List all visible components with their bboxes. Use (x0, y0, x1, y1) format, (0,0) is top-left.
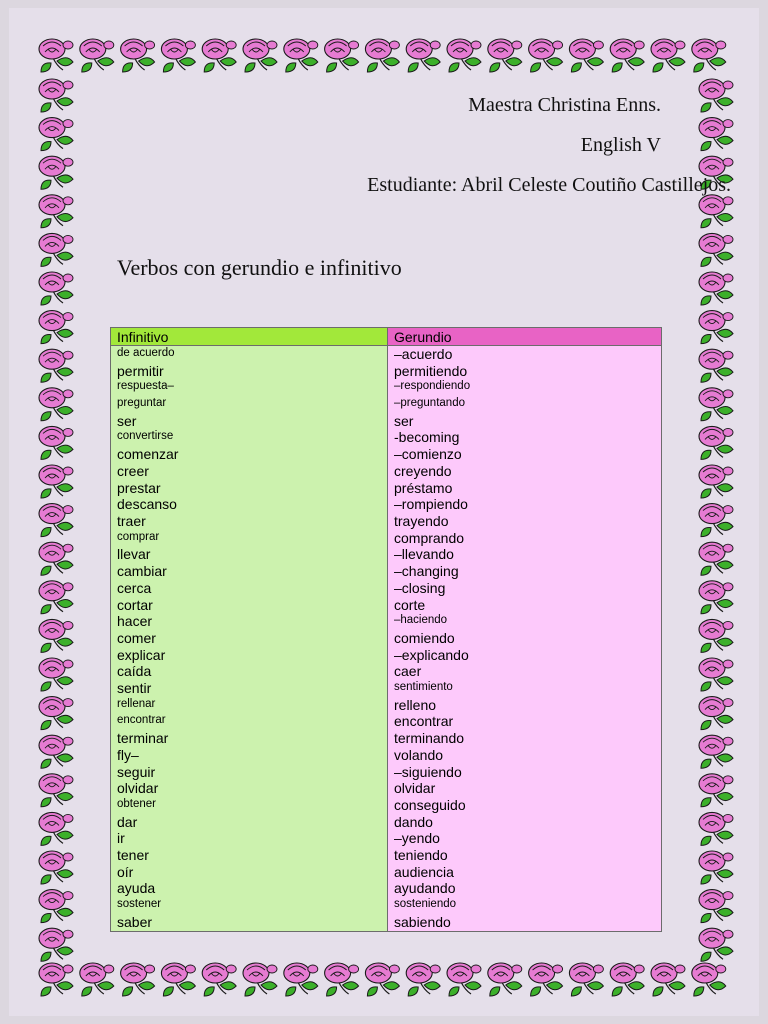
table-row (111, 413, 662, 430)
gerund-cell: comiendo (388, 630, 662, 647)
rose-icon (39, 426, 73, 459)
gerund-cell: conseguido (388, 797, 662, 814)
table-row (111, 814, 662, 831)
table-body (111, 346, 662, 932)
rose-icon (699, 581, 733, 614)
rose-icon (610, 963, 644, 996)
rose-icon (699, 735, 733, 768)
table-row (111, 513, 662, 530)
rose-icon (699, 465, 733, 498)
rose-icon (39, 39, 73, 72)
gerund-cell: sentimiento (388, 680, 662, 697)
infinitive-cell: descanso (111, 496, 388, 513)
rose-icon (39, 890, 73, 923)
gerund-cell: caer (388, 663, 662, 680)
gerund-cell: –acuerdo (388, 346, 662, 363)
rose-icon (692, 39, 726, 72)
infinitive-cell: comprar (111, 530, 388, 547)
infinitive-cell: obtener (111, 797, 388, 814)
rose-icon (610, 39, 644, 72)
rose-icon (699, 233, 733, 266)
infinitive-cell: caída (111, 663, 388, 680)
gerund-cell: –rompiendo (388, 496, 662, 513)
rose-icon (699, 388, 733, 421)
table-row (111, 914, 662, 931)
rose-icon (699, 426, 733, 459)
gerund-cell: sabiendo (388, 914, 662, 931)
gerund-cell: audiencia (388, 864, 662, 881)
rose-icon (699, 349, 733, 382)
infinitive-cell: cortar (111, 597, 388, 614)
gerund-cell: comprando (388, 530, 662, 547)
table-row (111, 496, 662, 513)
table-row (111, 346, 662, 363)
infinitive-cell: prestar (111, 480, 388, 497)
gerund-cell: préstamo (388, 480, 662, 497)
table-row (111, 546, 662, 563)
document-title: Verbos con gerundio e infinitivo (117, 255, 402, 280)
gerund-cell: ayudando (388, 880, 662, 897)
rose-icon (488, 963, 522, 996)
table-row (111, 697, 662, 714)
verbs-table (110, 327, 662, 932)
infinitive-column-header: Infinitivo (111, 328, 388, 346)
rose-icon (39, 195, 73, 228)
gerund-cell: olvidar (388, 780, 662, 797)
rose-icon (284, 963, 318, 996)
rose-icon (39, 272, 73, 305)
table-row (111, 897, 662, 914)
rose-icon (39, 735, 73, 768)
rose-icon (406, 39, 440, 72)
rose-icon (699, 619, 733, 652)
rose-icon (121, 963, 155, 996)
infinitive-cell: explicar (111, 647, 388, 664)
table-row (111, 480, 662, 497)
rose-icon (529, 963, 563, 996)
table-row (111, 880, 662, 897)
rose-icon (39, 963, 73, 996)
infinitive-cell: respuesta– (111, 379, 388, 396)
rose-icon (699, 928, 733, 961)
course-name: English V (580, 134, 661, 156)
gerund-cell: –siguiendo (388, 764, 662, 781)
gerund-cell: –yendo (388, 830, 662, 847)
rose-icon (699, 118, 733, 151)
table-row (111, 797, 662, 814)
table-row (111, 730, 662, 747)
rose-icon (699, 79, 733, 112)
table-row (111, 580, 662, 597)
table-row (111, 530, 662, 547)
infinitive-cell: preguntar (111, 396, 388, 413)
rose-icon (80, 39, 114, 72)
infinitive-cell: oír (111, 864, 388, 881)
infinitive-cell: rellenar (111, 697, 388, 714)
gerund-cell: sosteniendo (388, 897, 662, 914)
gerund-cell: teniendo (388, 847, 662, 864)
infinitive-cell: fly– (111, 747, 388, 764)
infinitive-cell: ayuda (111, 880, 388, 897)
infinitive-cell: traer (111, 513, 388, 530)
rose-icon (365, 963, 399, 996)
rose-icon (39, 697, 73, 730)
gerund-cell: creyendo (388, 463, 662, 480)
gerund-cell: –explicando (388, 647, 662, 664)
rose-icon (39, 851, 73, 884)
student-name: Estudiante: Abril Celeste Coutiño Castillejos. (367, 174, 731, 196)
rose-icon (39, 812, 73, 845)
gerund-cell: –comienzo (388, 446, 662, 463)
rose-icon (121, 39, 155, 72)
gerund-cell: –changing (388, 563, 662, 580)
infinitive-cell: ser (111, 413, 388, 430)
infinitive-cell: sentir (111, 680, 388, 697)
rose-icon (569, 39, 603, 72)
rose-icon (39, 504, 73, 537)
rose-icon (699, 774, 733, 807)
document-page (9, 8, 759, 1016)
table-row (111, 647, 662, 664)
table-row (111, 630, 662, 647)
rose-icon (699, 542, 733, 575)
table-row (111, 613, 662, 630)
infinitive-cell: cerca (111, 580, 388, 597)
gerund-cell: –llevando (388, 546, 662, 563)
infinitive-cell: creer (111, 463, 388, 480)
infinitive-cell: dar (111, 814, 388, 831)
rose-icon (699, 697, 733, 730)
infinitive-cell: comer (111, 630, 388, 647)
gerund-cell: dando (388, 814, 662, 831)
infinitive-cell: terminar (111, 730, 388, 747)
table-row (111, 680, 662, 697)
teacher-name: Maestra Christina Enns. (468, 94, 661, 116)
rose-icon (406, 963, 440, 996)
rose-icon (699, 311, 733, 344)
document-header (367, 94, 731, 214)
rose-icon (39, 349, 73, 382)
infinitive-cell: hacer (111, 613, 388, 630)
rose-icon (365, 39, 399, 72)
gerund-cell: permitiendo (388, 363, 662, 380)
gerund-column-header: Gerundio (388, 328, 662, 346)
table-header-row (111, 328, 662, 346)
rose-icon (39, 619, 73, 652)
table-row (111, 463, 662, 480)
table-row (111, 597, 662, 614)
table-row (111, 764, 662, 781)
rose-icon (39, 774, 73, 807)
table-row (111, 847, 662, 864)
rose-icon (39, 542, 73, 575)
rose-icon (699, 658, 733, 691)
gerund-cell: encontrar (388, 713, 662, 730)
rose-icon (488, 39, 522, 72)
rose-icon (569, 963, 603, 996)
rose-icon (651, 39, 685, 72)
infinitive-cell: cambiar (111, 563, 388, 580)
rose-icon (447, 963, 481, 996)
rose-icon (39, 388, 73, 421)
gerund-cell: relleno (388, 697, 662, 714)
infinitive-cell: comenzar (111, 446, 388, 463)
infinitive-cell: seguir (111, 764, 388, 781)
infinitive-cell: llevar (111, 546, 388, 563)
infinitive-cell: convertirse (111, 429, 388, 446)
rose-icon (202, 963, 236, 996)
rose-icon (202, 39, 236, 72)
rose-icon (699, 890, 733, 923)
rose-icon (39, 581, 73, 614)
table-row (111, 864, 662, 881)
rose-icon (243, 39, 277, 72)
rose-icon (699, 851, 733, 884)
rose-icon (284, 39, 318, 72)
rose-icon (692, 963, 726, 996)
gerund-cell: –haciendo (388, 613, 662, 630)
table-row (111, 429, 662, 446)
gerund-cell: –respondiendo (388, 379, 662, 396)
rose-icon (325, 39, 359, 72)
rose-icon (651, 963, 685, 996)
table-row (111, 713, 662, 730)
rose-icon (161, 963, 195, 996)
gerund-cell: –closing (388, 580, 662, 597)
gerund-cell: volando (388, 747, 662, 764)
rose-icon (529, 39, 563, 72)
infinitive-cell: permitir (111, 363, 388, 380)
gerund-cell: ser (388, 413, 662, 430)
rose-icon (699, 272, 733, 305)
infinitive-cell: olvidar (111, 780, 388, 797)
infinitive-cell: tener (111, 847, 388, 864)
rose-icon (325, 963, 359, 996)
rose-icon (161, 39, 195, 72)
gerund-cell: corte (388, 597, 662, 614)
table-row (111, 747, 662, 764)
rose-icon (447, 39, 481, 72)
table-row (111, 396, 662, 413)
rose-icon (699, 504, 733, 537)
gerund-cell: trayendo (388, 513, 662, 530)
rose-icon (39, 233, 73, 266)
gerund-cell: terminando (388, 730, 662, 747)
table-row (111, 563, 662, 580)
rose-icon (39, 465, 73, 498)
infinitive-cell: de acuerdo (111, 346, 388, 363)
infinitive-cell: encontrar (111, 713, 388, 730)
rose-icon (39, 311, 73, 344)
table-row (111, 363, 662, 380)
infinitive-cell: ir (111, 830, 388, 847)
rose-icon (39, 79, 73, 112)
rose-icon (39, 118, 73, 151)
table-row (111, 379, 662, 396)
rose-icon (243, 963, 277, 996)
table-row (111, 830, 662, 847)
gerund-cell: –preguntando (388, 396, 662, 413)
rose-icon (699, 812, 733, 845)
infinitive-cell: saber (111, 914, 388, 931)
rose-icon (39, 928, 73, 961)
rose-icon (80, 963, 114, 996)
table-row (111, 663, 662, 680)
rose-icon (39, 156, 73, 189)
table-row (111, 446, 662, 463)
rose-icon (39, 658, 73, 691)
gerund-cell: -becoming (388, 429, 662, 446)
infinitive-cell: sostener (111, 897, 388, 914)
table-row (111, 780, 662, 797)
